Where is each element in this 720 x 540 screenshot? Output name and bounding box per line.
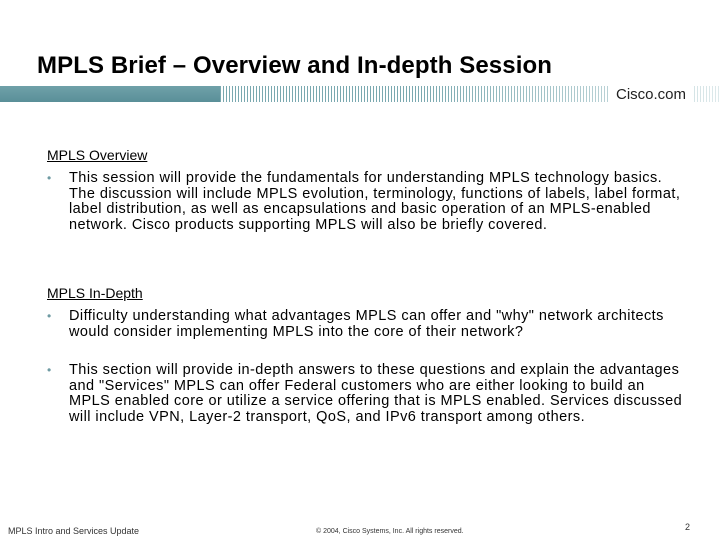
footer-presentation-title: MPLS Intro and Services Update xyxy=(8,526,140,536)
footer-copyright: © 2004, Cisco Systems, Inc. All rights reserved. xyxy=(316,528,464,535)
title-bar-solid xyxy=(0,86,220,102)
bullet-text: Difficulty understanding what advantages MPLS can offer and "why" network architects would consider implementing MPLS into the core of their network? xyxy=(69,308,664,340)
indepth-bullet-1 xyxy=(47,309,687,340)
indepth-bullet-2 xyxy=(47,363,687,425)
section-heading-overview: MPLS Overview xyxy=(47,147,148,163)
bullet-marker: • xyxy=(47,309,52,323)
section-heading-indepth: MPLS In-Depth xyxy=(47,285,143,301)
page-number: 2 xyxy=(684,522,690,532)
bullet-text: This session will provide the fundamentals for understanding MPLS technology basics. The discussion will include MPLS evolution, terminology, functions of labels, label format, label distribution, as well as encapsulations and basic operation of an MPLS-enabled network. Cisco products supporting MPLS will also be briefly covered. xyxy=(69,170,681,233)
bullet-marker: • xyxy=(47,363,52,377)
slide-title: MPLS Brief – Overview and In-depth Session xyxy=(37,52,552,79)
bullet-text: This section will provide in-depth answers to these questions and explain the advantages and "Services" MPLS can offer Federal customers who are either looking to build an MPLS enabled core or utilize a service offering that is MPLS enabled. Services discussed will include VPN, Layer-2 transport, QoS, and IPv6 transport among others. xyxy=(69,362,683,425)
cisco-logo: Cisco.com xyxy=(610,86,692,102)
bullet-marker: • xyxy=(47,171,52,185)
overview-bullet xyxy=(47,171,687,233)
